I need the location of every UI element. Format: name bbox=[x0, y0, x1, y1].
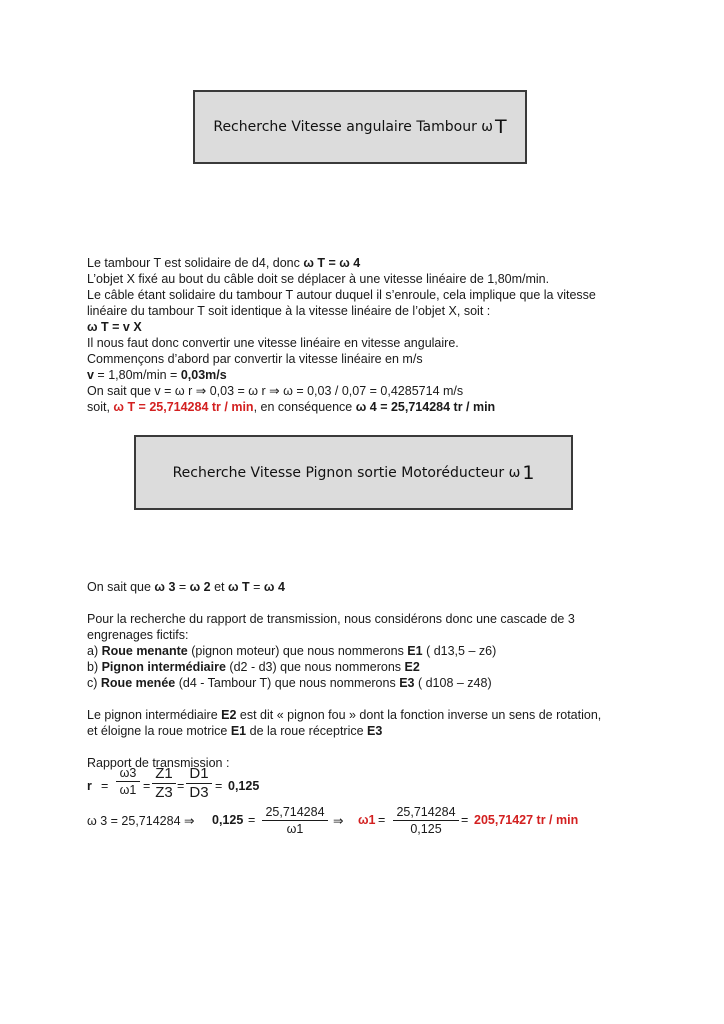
formula-equals: = bbox=[143, 779, 151, 793]
text-line: Le pignon intermédiaire E2 est dit « pignon fou » dont la fonction inverse un sens de rotation, bbox=[87, 708, 602, 722]
text-line: et éloigne la roue motrice E1 de la roue réceptrice E3 bbox=[87, 724, 383, 738]
formula-omega1-label: ω1 bbox=[358, 813, 376, 827]
text-line: On sait que ω 3 = ω 2 et ω T = ω 4 bbox=[87, 580, 285, 594]
text-line: Le tambour T est solidaire de d4, donc ω T = ω 4 bbox=[87, 256, 361, 270]
section-title-pignon-symbol: 1 bbox=[522, 461, 535, 484]
fraction-d: D1 D3 bbox=[186, 766, 212, 801]
section-title-tambour: Recherche Vitesse angulaire Tambour ω bbox=[213, 119, 494, 135]
formula-equals: = bbox=[215, 779, 223, 793]
text-line: On sait que v = ω r ⇒ 0,03 = ω r ⇒ ω = 0,03 / 0,07 = 0,4285714 m/s bbox=[87, 384, 464, 398]
text-line: Le câble étant solidaire du tambour T autour duquel il s’enroule, cela implique que la vitesse bbox=[87, 288, 596, 302]
list-item: a) Roue menante (pignon moteur) que nous nommerons E1 ( d13,5 – z6) bbox=[87, 644, 497, 658]
text-line: ω T = v X bbox=[87, 320, 142, 334]
text-line: Commençons d’abord par convertir la vitesse linéaire en m/s bbox=[87, 352, 423, 366]
formula-ratio-value: 0,125 bbox=[212, 813, 244, 827]
paragraph-tambour bbox=[87, 255, 596, 415]
section-title-tambour-symbol: T bbox=[495, 116, 507, 138]
text-line: soit, ω T = 25,714284 tr / min, en conséquence ω 4 = 25,714284 tr / min bbox=[87, 400, 496, 414]
text-line: engrenages fictifs: bbox=[87, 628, 189, 642]
text-line: Pour la recherche du rapport de transmission, nous considérons donc une cascade de 3 bbox=[87, 612, 575, 626]
paragraph-pignon bbox=[87, 579, 601, 771]
formula-equals: = bbox=[378, 813, 386, 827]
section-title-box-tambour bbox=[193, 90, 527, 164]
list-item: c) Roue menée (d4 - Tambour T) que nous nommerons E3 ( d108 – z48) bbox=[87, 676, 492, 690]
result-omega-t: ω T = 25,714284 tr / min bbox=[113, 400, 254, 414]
result-omega-4: ω 4 = 25,714284 tr / min bbox=[355, 400, 496, 414]
section-title-box-pignon bbox=[134, 435, 573, 510]
fraction-omega: ω3 ω1 bbox=[116, 766, 140, 797]
formula-implies: ⇒ bbox=[333, 814, 344, 828]
formula-omega1-result: 205,71427 tr / min bbox=[474, 813, 579, 827]
fraction-speed: 25,714284 ω1 bbox=[262, 805, 328, 836]
formula-r: r bbox=[87, 779, 92, 793]
formula-equals: = bbox=[461, 813, 469, 827]
fraction-result: 25,714284 0,125 bbox=[393, 805, 459, 836]
formula-lhs: ω 3 = 25,714284 ⇒ bbox=[87, 814, 195, 828]
section-title-pignon: Recherche Vitesse Pignon sortie Motoréducteur ω bbox=[172, 464, 521, 481]
fraction-z: Z1 Z3 bbox=[152, 766, 176, 801]
formula-equals: = bbox=[177, 779, 185, 793]
formula-equals: = bbox=[101, 779, 109, 793]
text-line: Rapport de transmission : bbox=[87, 756, 230, 770]
list-item: b) Pignon intermédiaire (d2 - d3) que nous nommerons E2 bbox=[87, 660, 420, 674]
formula-equals: = bbox=[248, 813, 256, 827]
text-line: v = 1,80m/min = 0,03m/s bbox=[87, 368, 227, 382]
text-line: L’objet X fixé au bout du câble doit se déplacer à une vitesse linéaire de 1,80m/min. bbox=[87, 272, 550, 286]
text-line: Il nous faut donc convertir une vitesse linéaire en vitesse angulaire. bbox=[87, 336, 459, 350]
text-line: linéaire du tambour T soit identique à la vitesse linéaire de l’objet X, soit : bbox=[87, 304, 491, 318]
formula-result: 0,125 bbox=[228, 779, 260, 793]
